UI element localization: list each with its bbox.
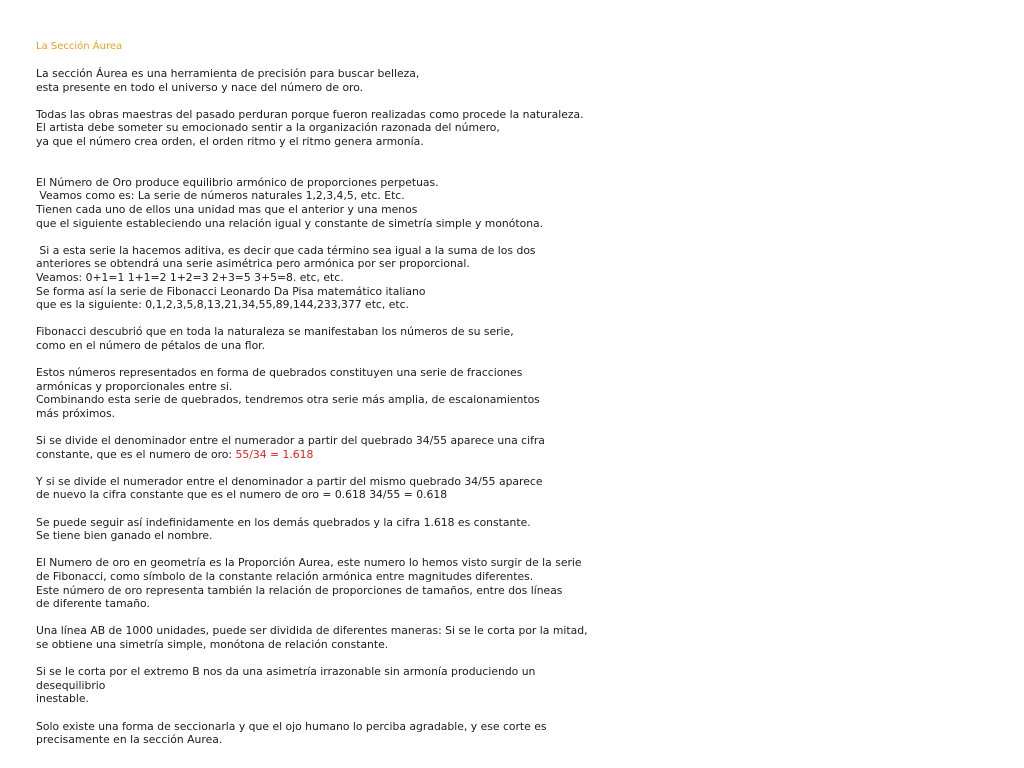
text-line: como en el número de pétalos de una flor. — [36, 338, 266, 352]
text-line: Una línea AB de 1000 unidades, puede ser dividida de diferentes maneras: Si se le corta por la mitad, — [36, 624, 588, 638]
page-title: La Sección Áurea — [36, 41, 123, 52]
document-body — [36, 67, 676, 760]
text-line: Solo existe una forma de seccionarla y que el ojo humano lo perciba agradable, y ese corte es — [36, 719, 547, 733]
text-line: más próximos. — [36, 406, 116, 420]
text-line: desequilibrio — [36, 678, 106, 692]
text-line: Estos números representados en forma de quebrados constituyen una serie de fracciones — [36, 366, 523, 380]
paragraph-constant — [36, 516, 676, 543]
paragraph-golden-ratio — [36, 434, 676, 461]
paragraph-geometry — [36, 556, 676, 610]
text-line: Se tiene bien ganado el nombre. — [36, 529, 213, 543]
text-line: Si se le corta por el extremo B nos da una asimetría irrazonable sin armonía produciendo un — [36, 665, 536, 679]
paragraph-intro — [36, 67, 676, 94]
text-line: ya que el número crea orden, el orden ritmo y el ritmo genera armonía. — [36, 134, 424, 148]
text-line: Y si se divide el numerador entre el denominador a partir del mismo quebrado 34/55 aparece — [36, 474, 543, 488]
text-line: anteriores se obtendrá una serie asimétrica pero armónica por ser proporcional. — [36, 257, 470, 271]
text-line-golden-ratio — [36, 448, 676, 462]
paragraph-fractions — [36, 366, 676, 420]
text-line: Se puede seguir así indefinidamente en los demás quebrados y la cifra 1.618 es constante. — [36, 515, 531, 529]
paragraph-nature — [36, 325, 676, 352]
paragraph-masterpieces — [36, 108, 676, 149]
paragraph-golden-section — [36, 720, 676, 747]
paragraph-fibonacci-series — [36, 244, 676, 312]
text-line: El artista debe someter su emocionado sentir a la organización razonada del número, — [36, 121, 500, 135]
golden-ratio-value: 55/34 = 1.618 — [235, 447, 314, 461]
paragraph-asymmetry — [36, 665, 676, 706]
paragraph-line-ab — [36, 624, 676, 651]
text-line: precisamente en la sección Aurea. — [36, 733, 223, 747]
text-line: que es la siguiente: 0,1,2,3,5,8,13,21,34,55,89,144,233,377 etc, etc. — [36, 298, 409, 312]
text-line: El Numero de oro en geometría es la Proporción Aurea, este numero lo hemos visto surgir de la serie — [36, 556, 582, 570]
text-line: esta presente en todo el universo y nace del número de oro. — [36, 80, 364, 94]
text-line: Si a esta serie la hacemos aditiva, es decir que cada término sea igual a la suma de los dos — [36, 243, 536, 257]
text-line: inestable. — [36, 692, 89, 706]
paragraph-inverse-ratio — [36, 475, 676, 502]
text-line: Veamos como es: La serie de números naturales 1,2,3,4,5, etc. Etc. — [36, 189, 405, 203]
text-line: Fibonacci descubrió que en toda la naturaleza se manifestaban los números de su serie, — [36, 325, 514, 339]
text-line: Se forma así la serie de Fibonacci Leonardo Da Pisa matemático italiano — [36, 284, 426, 298]
text-line: Veamos: 0+1=1 1+1=2 1+2=3 2+3=5 3+5=8. etc, etc. — [36, 270, 344, 284]
text-line: armónicas y proporcionales entre si. — [36, 379, 233, 393]
text-line: que el siguiente estableciendo una relación igual y constante de simetría simple y monótona. — [36, 216, 544, 230]
text-line: de diferente tamaño. — [36, 597, 150, 611]
text-line: de Fibonacci, como símbolo de la constante relación armónica entre magnitudes diferentes. — [36, 569, 534, 583]
text-line: Tienen cada uno de ellos una unidad mas que el anterior y una menos — [36, 202, 418, 216]
text-line: Este número de oro representa también la relación de proporciones de tamaños, entre dos líneas — [36, 583, 563, 597]
text-line: se obtiene una simetría simple, monótona de relación constante. — [36, 637, 389, 651]
golden-ratio-prefix: constante, que es el numero de oro: — [36, 447, 236, 461]
text-line: Todas las obras maestras del pasado perduran porque fueron realizadas como procede la naturaleza. — [36, 107, 584, 121]
text-line: Combinando esta serie de quebrados, tendremos otra serie más amplia, de escalonamientos — [36, 393, 540, 407]
text-line: de nuevo la cifra constante que es el numero de oro = 0.618 34/55 = 0.618 — [36, 488, 448, 502]
text-line: La sección Áurea es una herramienta de precisión para buscar belleza, — [36, 67, 420, 80]
paragraph-golden-number — [36, 176, 676, 230]
text-line: Si se divide el denominador entre el numerador a partir del quebrado 34/55 aparece una cifra — [36, 434, 545, 448]
text-line: El Número de Oro produce equilibrio armónico de proporciones perpetuas. — [36, 175, 439, 189]
blank-line — [36, 162, 676, 176]
